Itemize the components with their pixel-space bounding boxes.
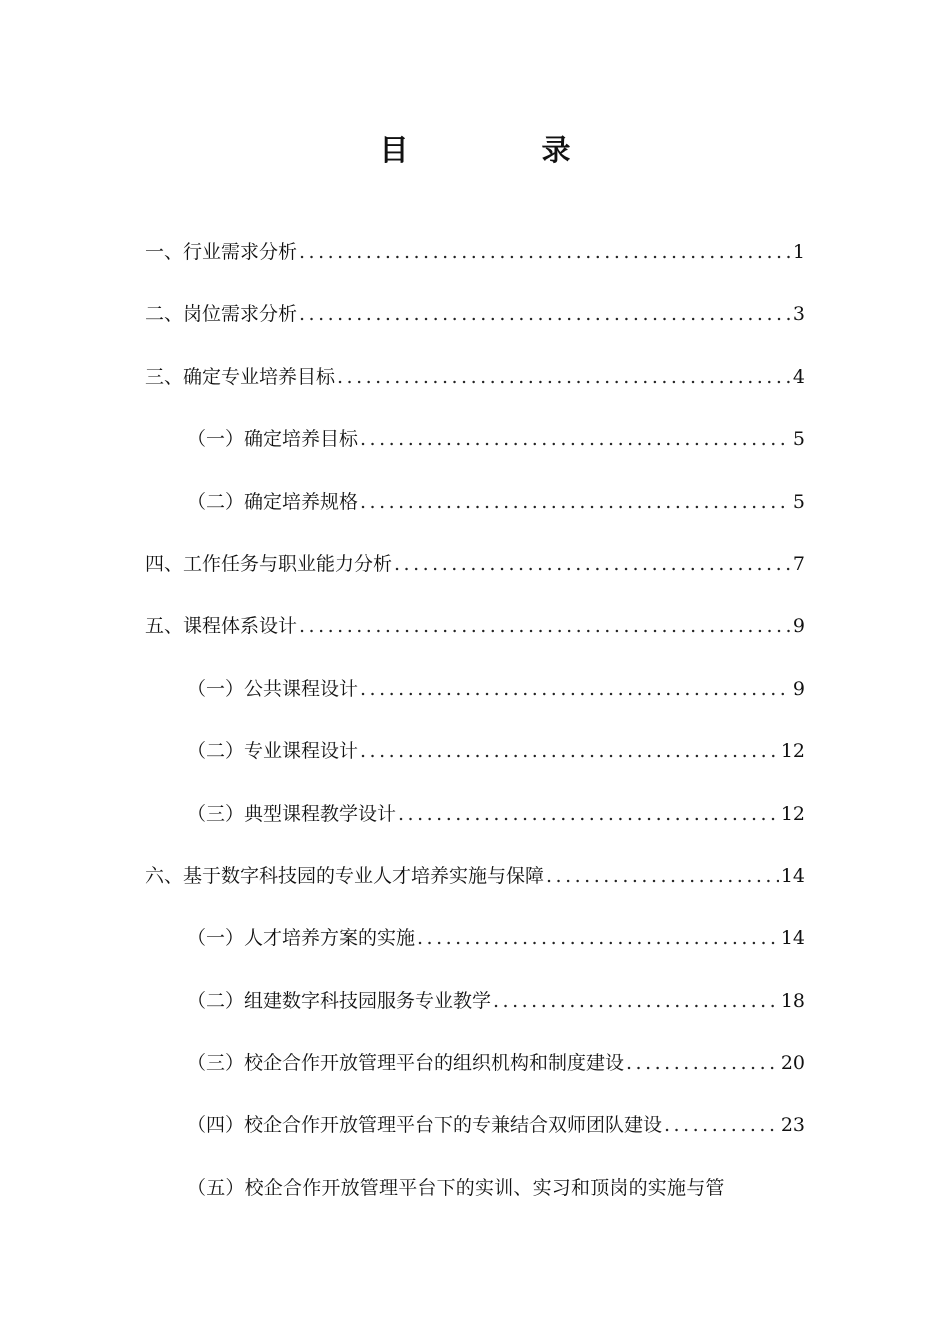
- toc-entry[interactable]: [145, 1105, 805, 1167]
- toc-title: 目 录: [379, 133, 623, 167]
- toc-page-number: 5: [792, 428, 805, 451]
- toc-dot-leader: [398, 794, 779, 834]
- toc-dot-leader: [299, 606, 791, 646]
- toc-page-number: 12: [780, 740, 805, 763]
- toc-entry-label: （一）人才培养方案的实施: [187, 927, 416, 950]
- toc-dot-leader: [394, 544, 791, 584]
- toc-entry-label: 一、行业需求分析: [145, 241, 298, 263]
- toc-entry[interactable]: [145, 669, 805, 731]
- toc-entry-label: （三）典型课程教学设计: [187, 802, 397, 825]
- toc-dot-leader: [299, 294, 791, 334]
- toc-dot-leader: [417, 918, 779, 958]
- toc-dot-leader: [337, 357, 791, 397]
- toc-dot-leader: [360, 419, 791, 459]
- toc-dot-leader: [664, 1105, 779, 1145]
- toc-entry[interactable]: [145, 482, 805, 544]
- toc-page-number: 9: [792, 677, 805, 700]
- toc-dot-leader: [360, 669, 791, 709]
- toc-page-number: 20: [780, 1052, 805, 1075]
- toc-entry[interactable]: [145, 794, 805, 856]
- toc-page-number: 18: [780, 989, 805, 1012]
- toc-page-number: 7: [792, 552, 805, 575]
- toc-entry-label: （二）组建数字科技园服务专业教学: [187, 989, 492, 1012]
- toc-entry-label: 四、工作任务与职业能力分析: [145, 552, 393, 575]
- toc-entry[interactable]: [145, 731, 805, 793]
- toc-page-number: 14: [780, 864, 805, 887]
- toc-entry-label: （二）专业课程设计: [187, 740, 359, 763]
- toc-page-number: 12: [780, 802, 805, 825]
- toc-entry[interactable]: [145, 918, 805, 980]
- toc-entry-label: 二、岗位需求分析: [145, 303, 298, 326]
- toc-page-number: 23: [780, 1114, 805, 1137]
- toc-page-number: 1: [792, 241, 805, 263]
- toc-entry-label: （四）校企合作开放管理平台下的专兼结合双师团队建设: [187, 1114, 663, 1137]
- toc-entry[interactable]: [145, 981, 805, 1043]
- toc-list: [145, 232, 805, 1230]
- toc-dot-leader: [493, 981, 779, 1021]
- toc-entry-label: （二）确定培养规格: [187, 490, 359, 513]
- toc-page-number: 3: [792, 303, 805, 326]
- toc-dot-leader: [299, 232, 791, 272]
- toc-entry-label: 三、确定专业培养目标: [145, 365, 336, 388]
- toc-entry-label: （一）确定培养目标: [187, 428, 359, 451]
- toc-entry-label: 六、基于数字科技园的专业人才培养实施与保障: [145, 864, 545, 887]
- toc-entry[interactable]: [145, 606, 805, 668]
- toc-entry[interactable]: [145, 1168, 805, 1230]
- toc-entry-label: （五）校企合作开放管理平台下的实训、实习和顶岗的实施与管: [187, 1176, 725, 1199]
- toc-entry[interactable]: [145, 294, 805, 356]
- toc-entry[interactable]: [145, 357, 805, 419]
- toc-entry-label: （三）校企合作开放管理平台的组织机构和制度建设: [187, 1052, 625, 1075]
- toc-entry[interactable]: [145, 419, 805, 481]
- toc-dot-leader: [360, 482, 791, 522]
- toc-entry[interactable]: [145, 1043, 805, 1105]
- toc-dot-leader: [360, 731, 779, 771]
- toc-entry[interactable]: [145, 232, 805, 294]
- toc-page-number: 4: [792, 365, 805, 388]
- toc-dot-leader: [546, 856, 779, 896]
- toc-dot-leader: [626, 1043, 779, 1083]
- toc-entry[interactable]: [145, 856, 805, 918]
- toc-page-number: 9: [792, 615, 805, 638]
- toc-page-number: 14: [780, 927, 805, 950]
- toc-page-number: 5: [792, 490, 805, 513]
- toc-entry[interactable]: [145, 544, 805, 606]
- toc-entry-label: 五、课程体系设计: [145, 615, 298, 638]
- toc-entry-label: （一）公共课程设计: [187, 677, 359, 700]
